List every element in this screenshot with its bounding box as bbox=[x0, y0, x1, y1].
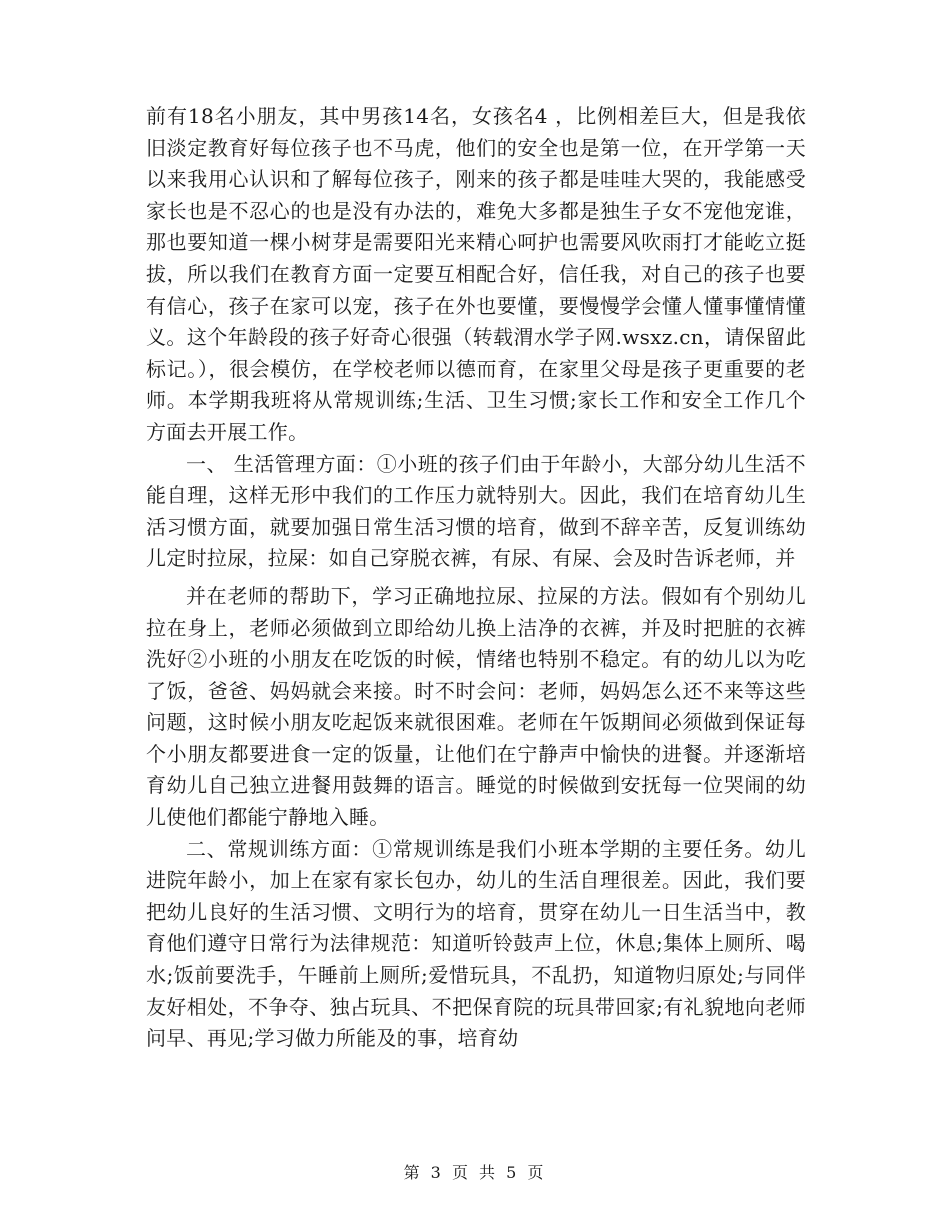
paragraph-life-management-continued: 并在老师的帮助下，学习正确地拉尿、拉屎的方法。假如有个别幼儿拉在身上，老师必须做到立即给幼儿换上洁净的衣裤，并及时把脏的衣裤洗好②小班的小朋友在吃饭的时候，情绪也特别不稳定。有的幼儿以为吃了饭，爸爸、妈妈就会来接。时不时会问：老师，妈妈怎么还不来等这些问题，这时候小朋友吃起饭来就很困难。老师在午饭期间必须做到保证每个小朋友都要进食一定的饭量，让他们在宁静声中愉快的进餐。并逐渐培育幼儿自己独立进餐用鼓舞的语言。睡觉的时候做到安抚每一位哭闹的幼儿使他们都能宁静地入睡。 bbox=[146, 583, 806, 830]
paragraph-intro: 前有18名小朋友，其中男孩14名，女孩名4 ，比例相差巨大，但是我依旧淡定教育好每位孩子也不马虎，他们的安全也是第一位，在开学第一天以来我用心认识和了解每位孩子，刚来的孩子都是哇哇大哭的，我能感受家长也是不忍心的也是没有办法的，难免大多都是独生子女不宠他宠谁，那也要知道一棵小树芽是需要阳光来精心呵护也需要风吹雨打才能屹立挺拔，所以我们在教育方面一定要互相配合好，信任我，对自己的孩子也要有信心，孩子在家可以宠，孩子在外也要懂，要慢慢学会懂人懂事懂情懂义。这个年龄段的孩子好奇心很强（转载渭水学子网.wsxz.cn，请保留此标记。），很会模仿，在学校老师以德而育，在家里父母是孩子更重要的老师。本学期我班将从常规训练;生活、卫生习惯;家长工作和安全工作几个方面去开展工作。 bbox=[146, 104, 806, 444]
paragraph-life-management: 一、 生活管理方面：①小班的孩子们由于年龄小，大部分幼儿生活不能自理，这样无形中我们的工作压力就特别大。因此，我们在培育幼儿生活习惯方面，就要加强日常生活习惯的培育，做到不辞辛苦，反复训练幼儿定时拉尿，拉屎：如自己穿脱衣裤，有尿、有屎、会及时告诉老师，并 bbox=[146, 451, 806, 571]
page-number-footer: 第 3 页 共 5 页 bbox=[403, 1163, 547, 1182]
body-text bbox=[146, 101, 806, 1055]
paragraph-routine-training: 二、常规训练方面：①常规训练是我们小班本学期的主要任务。幼儿进院年龄小，加上在家有家长包办，幼儿的生活自理很差。因此，我们要把幼儿良好的生活习惯、文明行为的培育，贯穿在幼儿一日生活当中，教育他们遵守日常行为法律规范：知道听铃鼓声上位，休息;集体上厕所、喝水;饭前要洗手，午睡前上厕所;爱惜玩具，不乱扔，知道物归原处;与同伴友好相处，不争夺、独占玩具、不把保育院的玩具带回家;有礼貌地向老师问早、再见;学习做力所能及的事，培育幼 bbox=[146, 836, 806, 1051]
